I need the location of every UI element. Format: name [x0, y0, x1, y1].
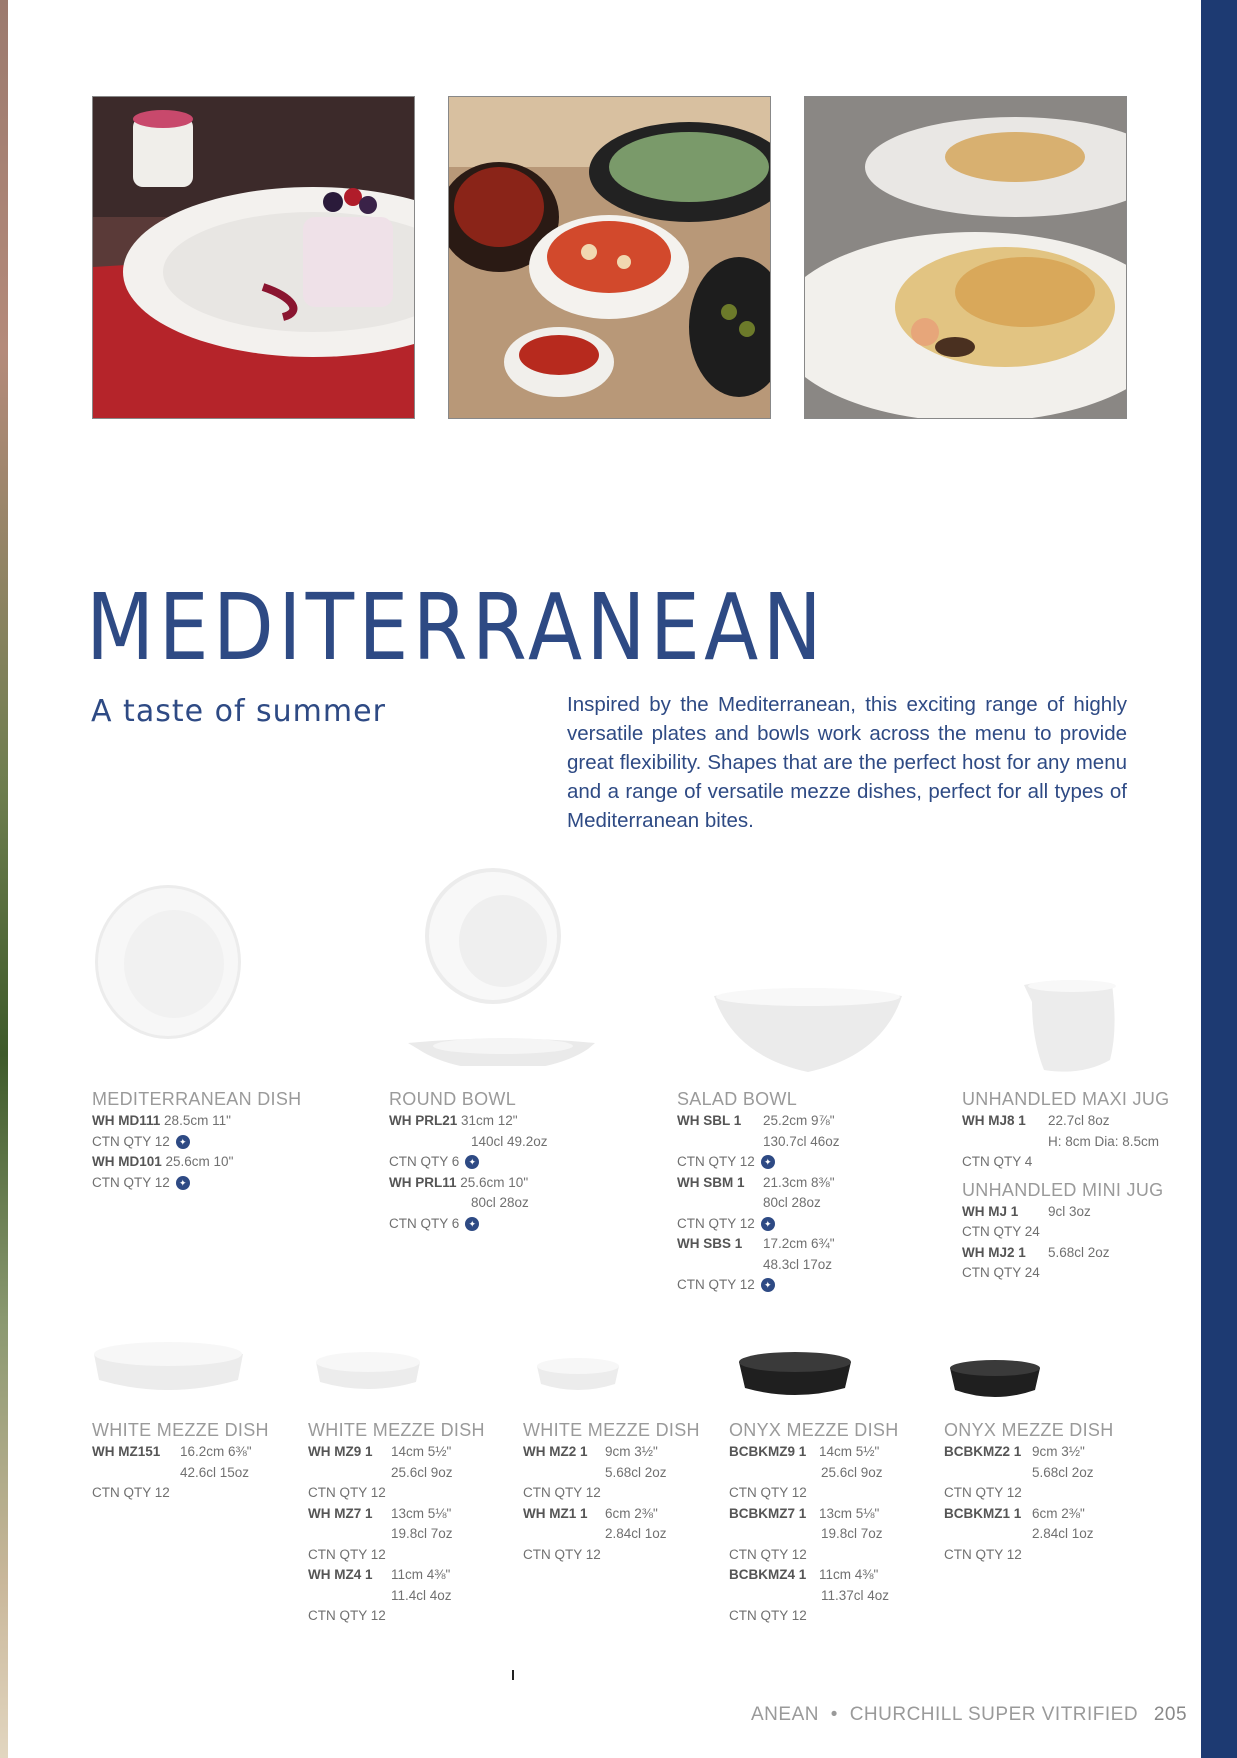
product-code: WH MZ151 [92, 1444, 161, 1459]
product-code: WH MD111 [92, 1113, 161, 1128]
intro-text: Inspired by the Mediterranean, this exciting range of highly versatile plates and bowls work across the menu to provide great flexibility. Shapes that are the perfect host for any menu and a range of versatile mezze dishes, perfect for all types of Mediterranean bites. [567, 693, 1127, 832]
product-size: 9cm 3½" [605, 1444, 658, 1459]
dishwasher-star-icon: ✦ [176, 1176, 190, 1190]
spec-row [944, 1504, 1114, 1525]
product-size: 25.2cm 9⅞" [763, 1113, 835, 1128]
white-mezze-dish-large-image [92, 1340, 245, 1398]
spec-row [308, 1565, 485, 1586]
product-capacity: 140cl 49.2oz [471, 1133, 548, 1149]
product-size: 9cm 3½" [1032, 1444, 1085, 1459]
white-mezze-dish-medium-image [314, 1350, 422, 1396]
carton-qty: CTN QTY 24 [962, 1265, 1040, 1280]
product-code: WH MJ2 1 [962, 1244, 1026, 1260]
section-sidebar [1201, 0, 1237, 1758]
product-code: WH MZ4 1 [308, 1567, 373, 1582]
footer-brand: CHURCHILL SUPER VITRIFIED [849, 1704, 1139, 1725]
qty-row [523, 1545, 700, 1566]
product-title: WHITE MEZZE DISH [92, 1420, 269, 1440]
product-size: 14cm 5½" [819, 1444, 880, 1459]
dessert-photo [92, 96, 415, 419]
carton-qty: CTN QTY 12 [677, 1277, 755, 1292]
spec-row [729, 1504, 899, 1525]
product-title: ONYX MEZZE DISH [944, 1420, 1114, 1440]
product-title: ONYX MEZZE DISH [729, 1420, 899, 1440]
carton-qty: CTN QTY 12 [729, 1608, 807, 1623]
product-size: 25.6cm 10" [165, 1154, 234, 1169]
qty-row [962, 1263, 1169, 1284]
product-size: 5.68cl 2oz [1048, 1244, 1110, 1260]
page-edge-strip [0, 0, 8, 1758]
spec-row [729, 1565, 899, 1586]
product-title: UNHANDLED MAXI JUG [962, 1089, 1170, 1109]
product-capacity: 5.68cl 2oz [605, 1464, 667, 1480]
round-bowl-caption [389, 1088, 548, 1234]
product-size: 11cm 4⅜" [391, 1567, 451, 1582]
carton-qty: CTN QTY 12 [92, 1133, 170, 1149]
product-capacity: 25.6cl 9oz [821, 1464, 883, 1480]
spec-row [677, 1173, 840, 1194]
spec-row [677, 1111, 840, 1132]
qty-row [677, 1152, 840, 1173]
qty-row [729, 1545, 899, 1566]
product-title: ROUND BOWL [389, 1089, 517, 1109]
carton-qty: CTN QTY 12 [92, 1174, 170, 1190]
product-code: BCBKMZ2 1 [944, 1444, 1022, 1459]
carton-qty: CTN QTY 24 [962, 1224, 1040, 1239]
carton-qty: CTN QTY 12 [729, 1485, 807, 1500]
white-mezze-mini-caption [523, 1419, 700, 1565]
product-code: WH MD101 [92, 1154, 162, 1169]
mezze-photo [448, 96, 771, 419]
qty-row [389, 1152, 548, 1173]
product-title: UNHANDLED MINI JUG [962, 1179, 1164, 1200]
product-capacity: 19.8cl 7oz [391, 1526, 453, 1541]
product-code: BCBKMZ4 1 [729, 1567, 807, 1582]
spec-row [677, 1234, 840, 1255]
spec-row [962, 1202, 1169, 1223]
spec-row [92, 1111, 301, 1132]
capacity-row [677, 1132, 840, 1153]
qty-row [729, 1483, 899, 1504]
product-code: WH MZ9 1 [308, 1444, 373, 1459]
dishwasher-star-icon: ✦ [761, 1217, 775, 1231]
product-code: WH MZ1 1 [523, 1505, 588, 1521]
capacity-row [944, 1463, 1114, 1484]
product-size: 11cm 4⅜" [819, 1567, 879, 1582]
product-capacity: 80cl 28oz [471, 1195, 529, 1210]
product-code: WH SBS 1 [677, 1236, 743, 1251]
salad-bowl-caption [677, 1088, 840, 1296]
qty-row [92, 1173, 301, 1194]
spec-row [389, 1173, 548, 1194]
product-code: WH PRL11 [389, 1174, 457, 1190]
page-mark [512, 1670, 514, 1680]
carton-qty: CTN QTY 12 [308, 1485, 386, 1500]
mediterranean-dish-caption [92, 1088, 301, 1193]
capacity-row [389, 1193, 548, 1214]
qty-row [389, 1214, 548, 1235]
spec-row [729, 1442, 899, 1463]
product-code: WH SBM 1 [677, 1174, 745, 1190]
product-size: 6cm 2⅜" [605, 1505, 658, 1521]
qty-row [523, 1483, 700, 1504]
capacity-row [729, 1524, 899, 1545]
capacity-row [523, 1463, 700, 1484]
product-code: WH MJ8 1 [962, 1113, 1026, 1128]
carton-qty: CTN QTY 12 [677, 1215, 755, 1231]
qty-row [962, 1222, 1169, 1243]
spec-row [523, 1504, 700, 1525]
footer-section: ANEAN [751, 1704, 819, 1725]
qty-row [677, 1214, 840, 1235]
carton-qty: CTN QTY 6 [389, 1154, 460, 1169]
salad-bowl-image [712, 986, 904, 1076]
spec-row [308, 1504, 485, 1525]
product-code: WH PRL21 [389, 1113, 458, 1128]
carton-qty: CTN QTY 12 [308, 1608, 386, 1623]
product-capacity: 19.8cl 7oz [821, 1526, 883, 1541]
pasta-photo [804, 96, 1127, 419]
product-size: 13cm 5⅛" [819, 1505, 880, 1521]
capacity-row [92, 1463, 269, 1484]
product-title: WHITE MEZZE DISH [308, 1420, 485, 1440]
white-mezze-151-caption [92, 1419, 269, 1504]
dishwasher-star-icon: ✦ [761, 1155, 775, 1169]
capacity-row [308, 1524, 485, 1545]
spec-row [92, 1152, 301, 1173]
capacity-row [729, 1586, 899, 1607]
product-title: WHITE MEZZE DISH [523, 1420, 700, 1440]
product-capacity: 11.37cl 4oz [821, 1587, 890, 1603]
product-code: WH MZ2 1 [523, 1444, 588, 1459]
carton-qty: CTN QTY 6 [389, 1215, 460, 1231]
product-capacity: 42.6cl 15oz [180, 1464, 250, 1480]
product-code: BCBKMZ9 1 [729, 1444, 807, 1459]
qty-row [677, 1275, 840, 1296]
page-title: MEDITERRANEAN [86, 574, 827, 681]
product-code: WH MJ 1 [962, 1203, 1019, 1219]
carton-qty: CTN QTY 12 [523, 1546, 601, 1562]
product-code: BCBKMZ7 1 [729, 1505, 807, 1521]
product-size: 13cm 5⅛" [391, 1505, 452, 1521]
spec-row [308, 1442, 485, 1463]
product-size: 6cm 2⅜" [1032, 1505, 1085, 1521]
product-dimensions: H: 8cm Dia: 8.5cm [1048, 1133, 1160, 1149]
onyx-mezze-range-caption [729, 1419, 899, 1627]
carton-qty: CTN QTY 12 [677, 1154, 755, 1169]
intro-paragraph [567, 690, 1127, 835]
product-capacity: 2.84cl 1oz [1032, 1526, 1094, 1541]
onyx-mezze-dish-medium-image [737, 1350, 853, 1402]
onyx-mezze-dish-small-image [948, 1358, 1042, 1404]
product-capacity: 25.6cl 9oz [391, 1464, 453, 1480]
product-capacity: 48.3cl 17oz [763, 1256, 833, 1272]
qty-row [308, 1606, 485, 1627]
qty-row [308, 1545, 485, 1566]
capacity-row [389, 1132, 548, 1153]
carton-qty: CTN QTY 12 [944, 1485, 1022, 1500]
onyx-mezze-mini-caption [944, 1419, 1114, 1565]
product-title: SALAD BOWL [677, 1089, 798, 1109]
spec-row [523, 1442, 700, 1463]
carton-qty: CTN QTY 12 [308, 1546, 386, 1562]
product-title: MEDITERRANEAN DISH [92, 1089, 302, 1109]
capacity-row [944, 1524, 1114, 1545]
capacity-row [308, 1463, 485, 1484]
carton-qty: CTN QTY 4 [962, 1154, 1033, 1169]
qty-row [308, 1483, 485, 1504]
product-size: 28.5cm 11" [164, 1113, 231, 1128]
white-mezze-dish-small-image [535, 1356, 621, 1396]
product-code: WH SBL 1 [677, 1113, 742, 1128]
qty-row [962, 1152, 1169, 1173]
product-capacity: 130.7cl 46oz [763, 1133, 840, 1149]
qty-row [944, 1545, 1114, 1566]
product-size: 21.3cm 8⅜" [763, 1174, 835, 1190]
jug-caption [962, 1088, 1169, 1284]
capacity-row [677, 1193, 840, 1214]
dishwasher-star-icon: ✦ [761, 1278, 775, 1292]
product-capacity: 11.4cl 4oz [391, 1587, 452, 1603]
white-mezze-small-range-caption [308, 1419, 485, 1627]
product-size: 17.2cm 6¾" [763, 1236, 835, 1251]
dishwasher-star-icon: ✦ [465, 1155, 479, 1169]
capacity-row [308, 1586, 485, 1607]
qty-row [729, 1606, 899, 1627]
spec-row [944, 1442, 1114, 1463]
product-size: 9cl 3oz [1048, 1203, 1091, 1219]
capacity-row [677, 1255, 840, 1276]
carton-qty: CTN QTY 12 [523, 1485, 601, 1500]
qty-row [92, 1483, 269, 1504]
product-capacity: 2.84cl 1oz [605, 1526, 667, 1541]
qty-row [92, 1132, 301, 1153]
qty-row [944, 1483, 1114, 1504]
product-code: WH MZ7 1 [308, 1505, 373, 1521]
footer-bullet: • [830, 1704, 838, 1725]
carton-qty: CTN QTY 12 [729, 1546, 807, 1562]
product-size: 16.2cm 6⅜" [180, 1444, 252, 1459]
spec-row [962, 1111, 1169, 1132]
product-capacity: 80cl 28oz [763, 1195, 821, 1210]
spec-row [962, 1243, 1169, 1264]
page-number: 205 [1153, 1704, 1188, 1725]
product-size: 25.6cm 10" [460, 1174, 529, 1190]
dishwasher-star-icon: ✦ [176, 1135, 190, 1149]
capacity-row [523, 1524, 700, 1545]
capacity-row [962, 1132, 1169, 1153]
page-subtitle: A taste of summer [91, 694, 386, 729]
product-code: BCBKMZ1 1 [944, 1505, 1022, 1521]
product-size: 31cm 12" [461, 1113, 518, 1128]
capacity-row [729, 1463, 899, 1484]
carton-qty: CTN QTY 12 [944, 1546, 1022, 1562]
carton-qty: CTN QTY 12 [92, 1485, 170, 1500]
mediterranean-dish-image [92, 882, 242, 1042]
product-capacity: 5.68cl 2oz [1032, 1464, 1094, 1480]
product-size: 14cm 5½" [391, 1444, 452, 1459]
round-bowl-image [408, 866, 598, 1066]
product-size: 22.7cl 8oz [1048, 1113, 1110, 1128]
spec-row [389, 1111, 548, 1132]
maxi-jug-image [1022, 980, 1122, 1076]
dishwasher-star-icon: ✦ [465, 1217, 479, 1231]
page-footer [751, 1704, 1187, 1726]
spec-row [92, 1442, 269, 1463]
